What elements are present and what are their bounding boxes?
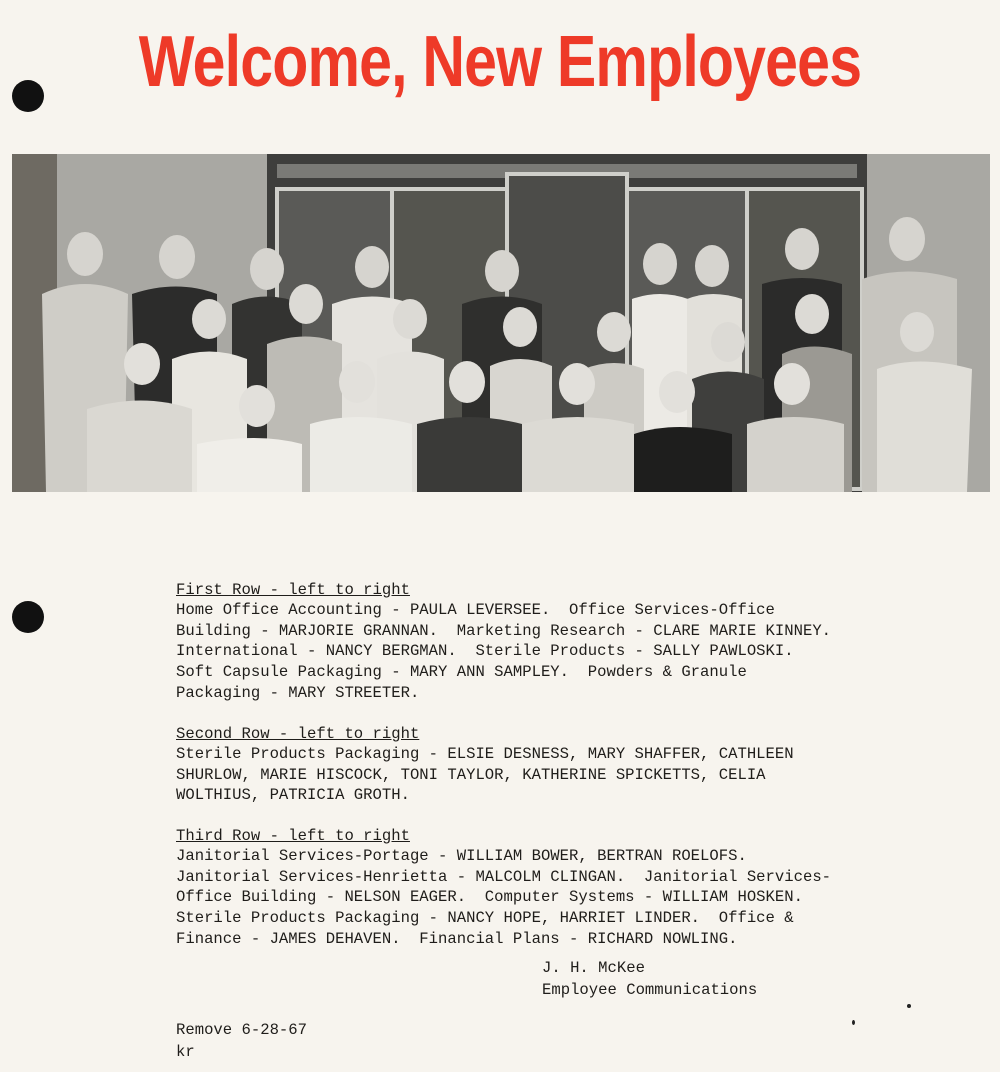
section-heading: Third Row - left to right [176, 826, 410, 845]
signature-department: Employee Communications [542, 981, 758, 999]
section-heading: First Row - left to right [176, 580, 410, 599]
text-line: Janitorial Services-Henrietta - MALCOLM CLINGAN. Janitorial Services- [176, 867, 832, 886]
text-line: WOLTHIUS, PATRICIA GROTH. [176, 786, 410, 805]
section-first-row [176, 559, 831, 724]
text-line: Sterile Products Packaging - NANCY HOPE, HARRIET LINDER. Office & [176, 908, 794, 927]
section-heading: Second Row - left to right [176, 724, 420, 743]
text-line: Janitorial Services-Portage - WILLIAM BOWER, BERTRAN ROELOFS. [176, 847, 747, 866]
paper-speck [852, 1020, 855, 1025]
paper-speck [907, 1004, 911, 1008]
text-line: Packaging - MARY STREETER. [176, 683, 420, 702]
group-photo [12, 154, 990, 492]
page-title: Welcome, New Employees [138, 22, 862, 102]
punch-hole-middle [12, 601, 44, 633]
text-line: Soft Capsule Packaging - MARY ANN SAMPLEY. Powders & Granule [176, 662, 747, 681]
text-line: Office Building - NELSON EAGER. Computer Systems - WILLIAM HOSKEN. [176, 888, 803, 907]
footer-note [176, 1019, 307, 1063]
text-line: Building - MARJORIE GRANNAN. Marketing Research - CLARE MARIE KINNEY. [176, 621, 832, 640]
text-line: Finance - JAMES DEHAVEN. Financial Plans - RICHARD NOWLING. [176, 929, 738, 948]
text-line: Sterile Products Packaging - ELSIE DESNESS, MARY SHAFFER, CATHLEEN [176, 745, 794, 764]
signature-block [542, 957, 757, 1001]
remove-date: Remove 6-28-67 [176, 1021, 308, 1039]
text-line: SHURLOW, MARIE HISCOCK, TONI TAYLOR, KATHERINE SPICKETTS, CELIA [176, 765, 766, 784]
section-third-row [176, 805, 831, 970]
punch-hole-top [12, 80, 44, 112]
typist-initials: kr [176, 1043, 195, 1061]
text-line: Home Office Accounting - PAULA LEVERSEE. Office Services-Office [176, 601, 775, 620]
group-photo-illustration [12, 154, 990, 492]
signature-name: J. H. McKee [542, 959, 645, 977]
text-line: International - NANCY BERGMAN. Sterile Products - SALLY PAWLOSKI. [176, 642, 794, 661]
